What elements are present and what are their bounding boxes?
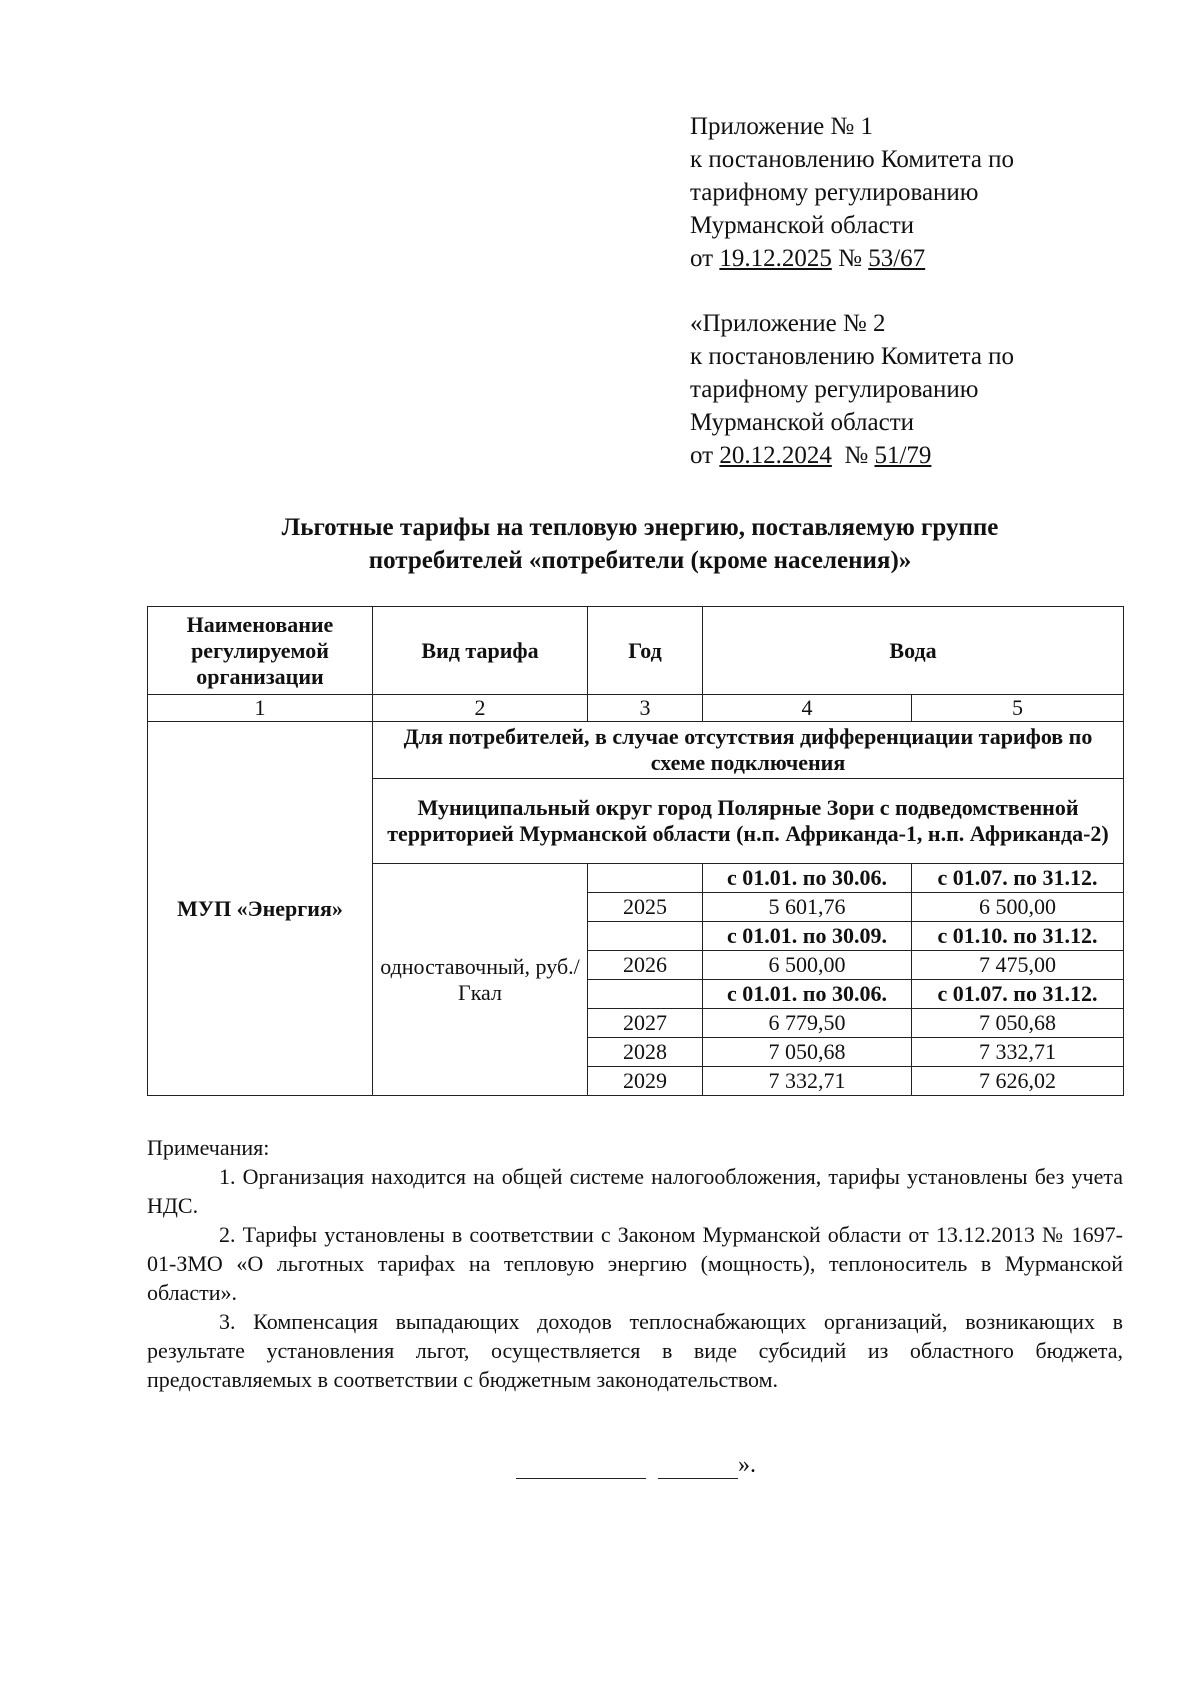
year-cell (588, 980, 703, 1009)
header-year: Год (588, 607, 703, 695)
closing-underline-2 (658, 1458, 738, 1479)
column-number: 4 (703, 695, 912, 722)
header-water: Вода (703, 607, 1124, 695)
organization-cell: МУП «Энергия» (148, 722, 373, 1096)
notes-section (147, 1133, 1123, 1394)
value-cell: 7 050,68 (703, 1038, 912, 1067)
note-item: 2. Тарифы установлены в соответствии с Законом Мурманской области от 13.12.2013 № 1697-01-ЗМО «О льготных тарифах на тепловую энергию (мощность), теплоноситель в Мурманской области». (147, 1222, 1123, 1305)
column-number: 5 (912, 695, 1124, 722)
appendix-2-date-prefix: от (690, 442, 720, 469)
appendix-2-date-line (690, 439, 1014, 472)
value-cell: 7 332,71 (912, 1038, 1124, 1067)
year-cell: 2025 (588, 893, 703, 922)
column-number: 2 (373, 695, 588, 722)
period-cell: с 01.01. по 30.09. (703, 922, 912, 951)
appendix-1-date-line (690, 242, 1014, 275)
appendix-2-number-prefix: № (831, 442, 875, 469)
appendix-1-number: 53/67 (868, 245, 926, 272)
year-cell: 2027 (588, 1009, 703, 1038)
appendix-2-number: 51/79 (874, 442, 932, 469)
appendix-2-line4: Мурманской области (690, 409, 915, 436)
period-cell: с 01.10. по 31.12. (912, 922, 1124, 951)
value-cell: 7 475,00 (912, 951, 1124, 980)
appendix-2-header (690, 307, 1014, 472)
section-note: Для потребителей, в случае отсутствия дифференциации тарифов по схеме подключения (373, 722, 1124, 779)
header-tariff-type: Вид тарифа (373, 607, 588, 695)
territory: Муниципальный округ город Полярные Зори с подведомственной территорией Мурманской области (н.п. Африканда-1, н.п. Африканда-2) (373, 779, 1124, 864)
period-cell: с 01.01. по 30.06. (703, 980, 912, 1009)
document-title (140, 511, 1140, 577)
tariffs-table (147, 606, 1124, 1096)
notes-heading: Примечания: (147, 1135, 270, 1160)
value-cell: 6 779,50 (703, 1009, 912, 1038)
appendix-1-date-prefix: от (690, 245, 720, 272)
column-number: 3 (588, 695, 703, 722)
value-cell: 7 050,68 (912, 1009, 1124, 1038)
appendix-2-date: 20.12.2024 (719, 442, 832, 469)
closing-quote: ». (738, 1452, 756, 1478)
appendix-1-line2: к постановлению Комитета по (690, 146, 1015, 173)
value-cell: 7 332,71 (703, 1067, 912, 1096)
year-cell (588, 864, 703, 893)
year-cell (588, 922, 703, 951)
closing-line (516, 1452, 756, 1479)
value-cell: 6 500,00 (912, 893, 1124, 922)
closing-underline-1 (516, 1458, 646, 1479)
appendix-1-date: 19.12.2025 (719, 245, 832, 272)
period-cell: с 01.01. по 30.06. (703, 864, 912, 893)
column-numbers-row (148, 695, 1124, 722)
appendix-1-header (690, 110, 1014, 275)
value-cell: 6 500,00 (703, 951, 912, 980)
value-cell: 7 626,02 (912, 1067, 1124, 1096)
year-cell: 2029 (588, 1067, 703, 1096)
note-item: 3. Компенсация выпадающих доходов теплоснабжающих организаций, возникающих в результате установления льгот, осуществляется в виде субсидий из областного бюджета, предоставляемых в соответствии с бюджетным законодательством. (147, 1309, 1123, 1392)
year-cell: 2026 (588, 951, 703, 980)
table-header-row (148, 607, 1124, 695)
appendix-1-line3: тарифному регулированию (690, 179, 979, 206)
value-cell: 5 601,76 (703, 893, 912, 922)
column-number: 1 (148, 695, 373, 722)
title-line-2: потребителей «потребители (кроме населения)» (368, 547, 912, 574)
period-cell: с 01.07. по 31.12. (912, 980, 1124, 1009)
note-item: 1. Организация находится на общей системе налогообложения, тарифы установлены без учета НДС. (147, 1164, 1123, 1218)
year-cell: 2028 (588, 1038, 703, 1067)
appendix-2-title: «Приложение № 2 (690, 310, 886, 337)
section-note-row (148, 722, 1124, 779)
appendix-2-line3: тарифному регулированию (690, 376, 979, 403)
appendix-1-title: Приложение № 1 (690, 113, 874, 140)
title-line-1: Льготные тарифы на тепловую энергию, поставляемую группе (281, 514, 999, 541)
period-cell: с 01.07. по 31.12. (912, 864, 1124, 893)
appendix-2-line2: к постановлению Комитета по (690, 343, 1015, 370)
header-org: Наименование регулируемой организации (148, 607, 373, 695)
appendix-1-number-prefix: № (831, 245, 869, 272)
tariff-kind-cell: одноставочный, руб./Гкал (373, 864, 588, 1096)
appendix-1-line4: Мурманской области (690, 212, 915, 239)
